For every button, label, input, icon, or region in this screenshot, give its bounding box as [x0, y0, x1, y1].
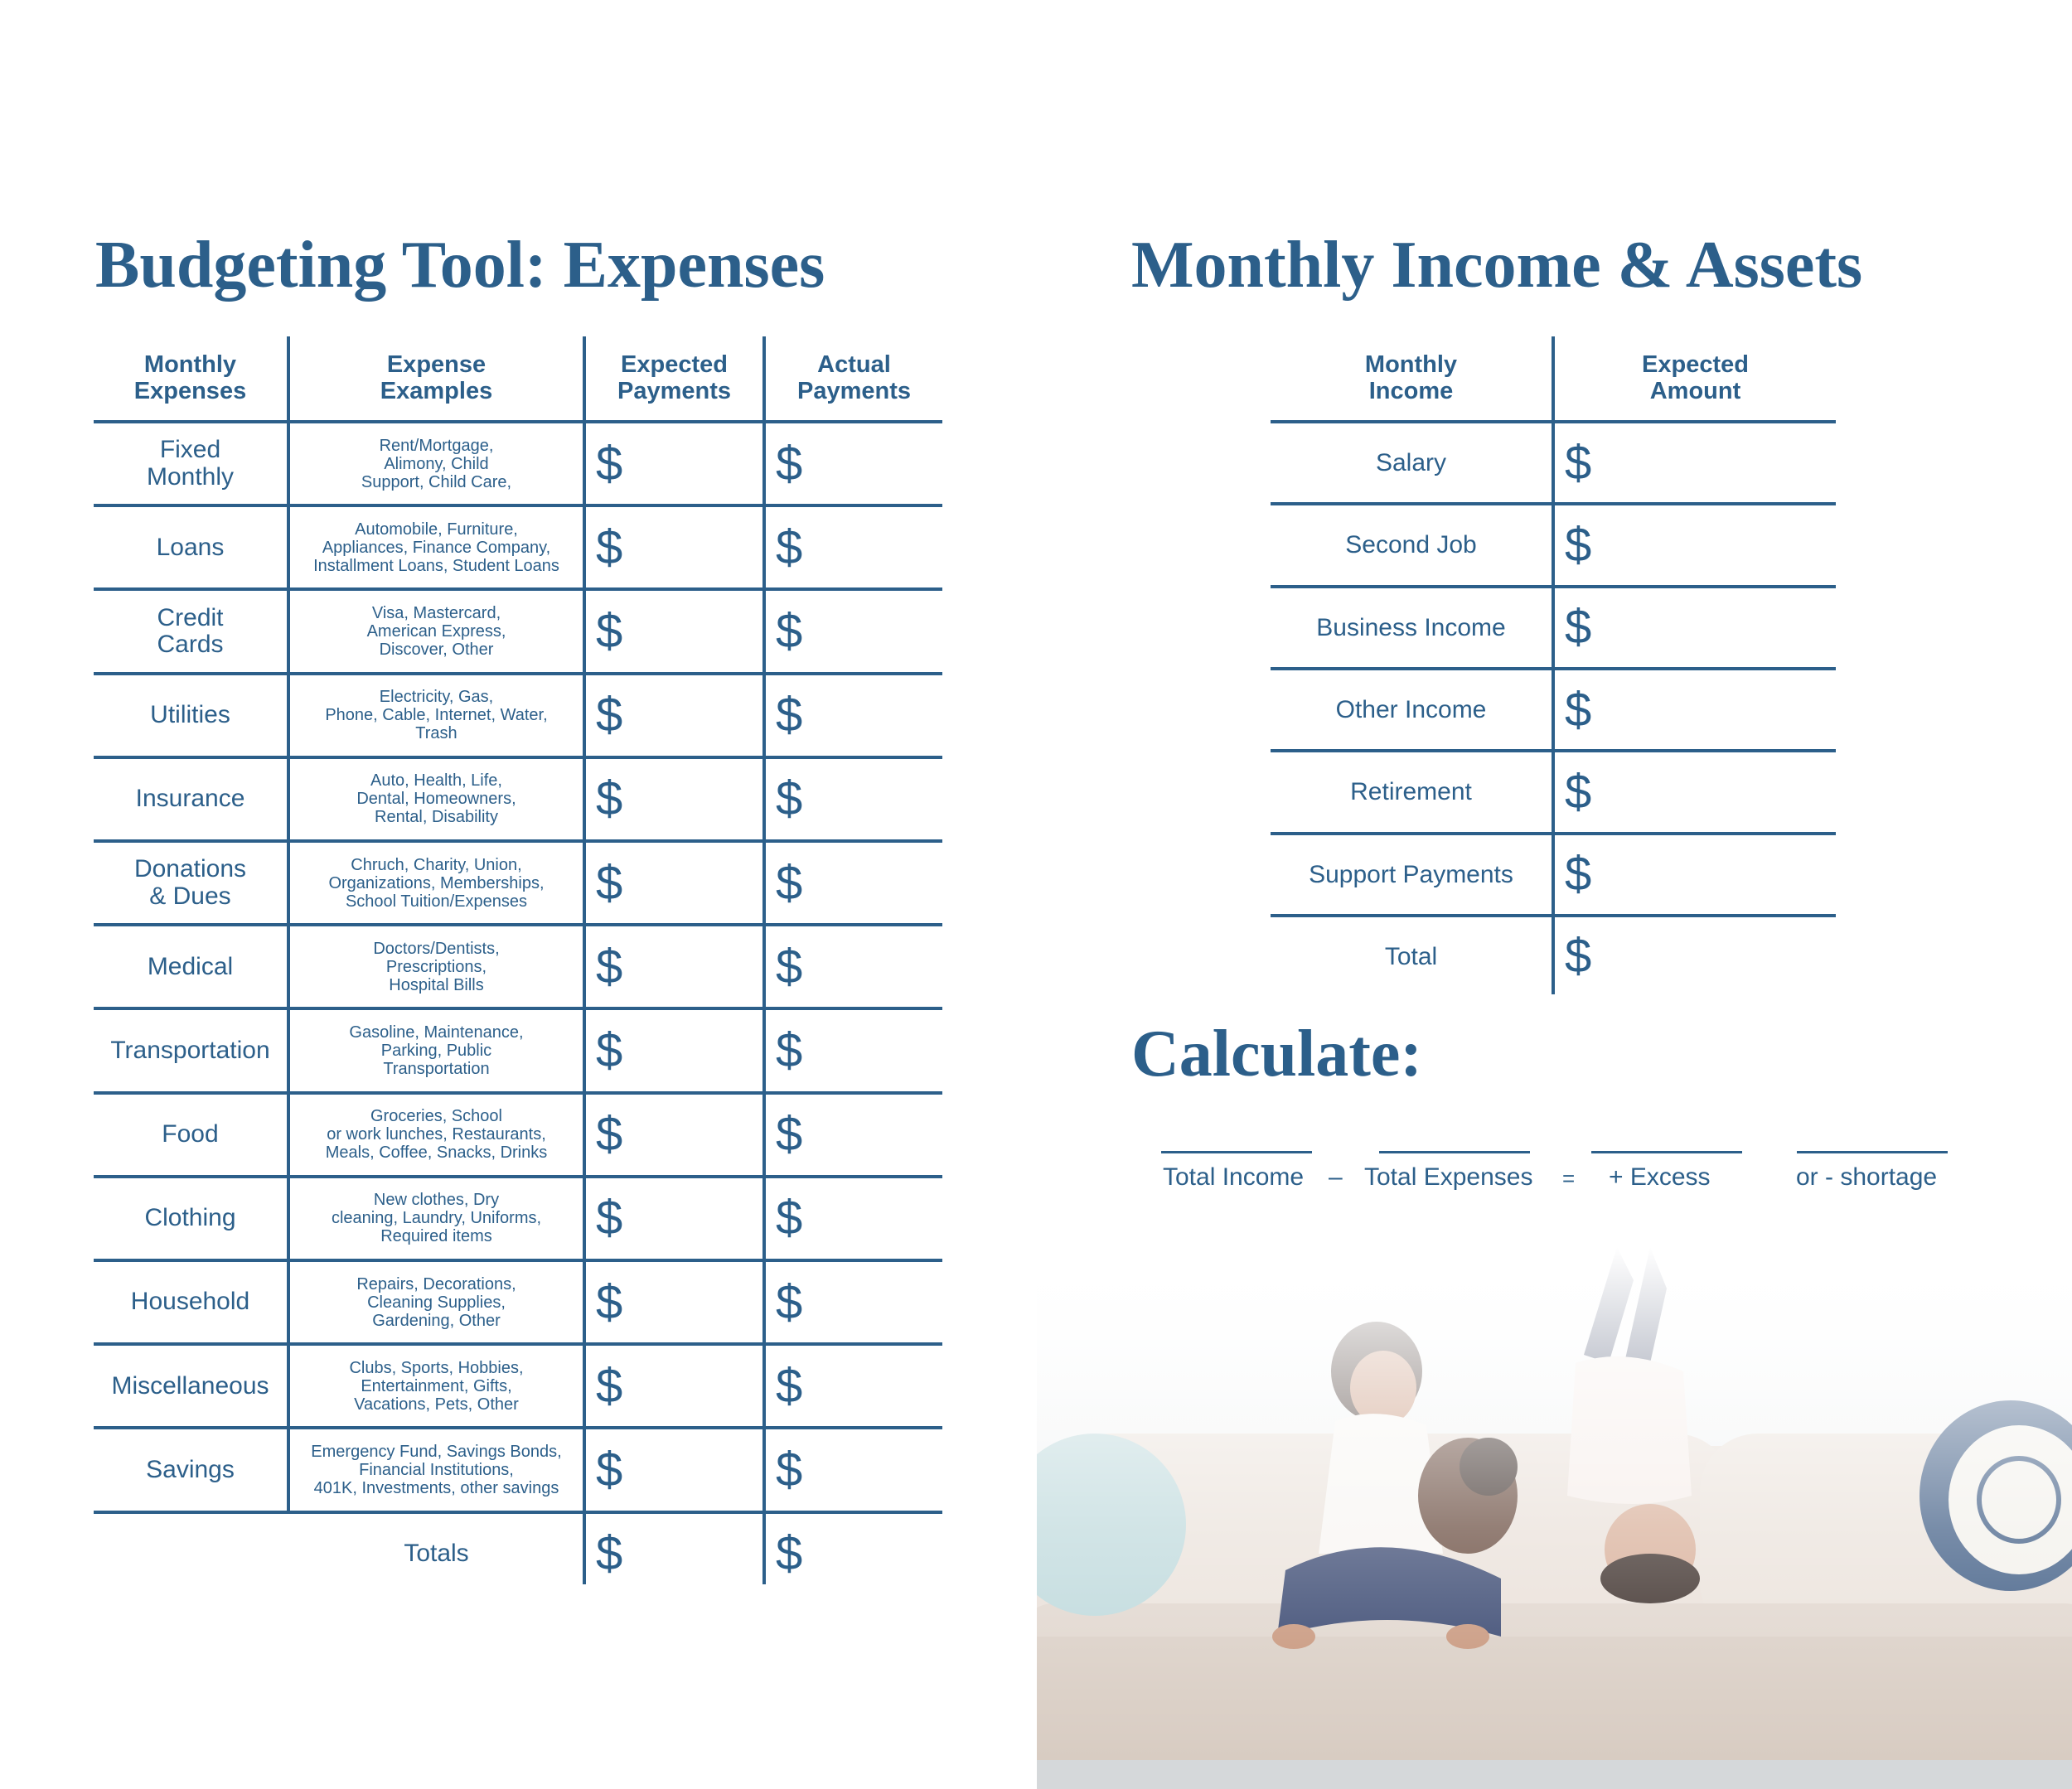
actual-payment-field-text: $	[776, 855, 803, 910]
expense-examples-text: Automobile, Furniture, Appliances, Finance Company, Installment Loans, Student Loans	[313, 520, 559, 575]
actual-payment-field[interactable]	[766, 1095, 942, 1175]
header-col-0	[94, 336, 287, 420]
actual-payment-field[interactable]	[766, 926, 942, 1007]
expected-payment-field[interactable]	[586, 675, 762, 756]
expected-payment-field-text: $	[596, 939, 623, 994]
expected-payment-field[interactable]	[586, 1429, 762, 1510]
income-header-col-0-text: Monthly Income	[1364, 351, 1458, 404]
actual-payment-field[interactable]	[766, 1429, 942, 1510]
income-amount-field[interactable]	[1555, 670, 1836, 749]
expense-category	[94, 1262, 287, 1342]
expense-category-text: Insurance	[135, 785, 245, 813]
family-on-couch-image	[1037, 1247, 2072, 1760]
expense-category	[94, 423, 287, 504]
expected-payment-field[interactable]	[586, 1262, 762, 1342]
actual-payment-field-text: $	[776, 688, 803, 742]
income-amount-field-text: $	[1565, 600, 1592, 655]
actual-payment-field-text: $	[776, 1274, 803, 1329]
expenses-title: Budgeting Tool: Expenses	[95, 229, 825, 302]
expense-category-text: Credit Cards	[157, 603, 224, 658]
actual-payment-field[interactable]	[766, 675, 942, 756]
income-category-text: Total	[1384, 942, 1438, 970]
expected-payment-field-text: $	[596, 855, 623, 910]
income-category	[1271, 752, 1552, 831]
actual-payment-field[interactable]	[766, 423, 942, 504]
actual-payment-field-text: $	[776, 520, 803, 574]
expense-examples	[290, 591, 583, 671]
expense-examples-text: Chruch, Charity, Union, Organizations, Memberships, School Tuition/Expenses	[328, 855, 545, 911]
expense-examples	[290, 843, 583, 923]
expected-payment-field-text: $	[596, 771, 623, 826]
expense-category-text: Transportation	[110, 1036, 270, 1064]
expected-payment-field-text: $	[596, 1274, 623, 1329]
expense-category-text: Savings	[146, 1455, 235, 1483]
expense-category-text: Food	[162, 1119, 219, 1148]
actual-payment-field-text: $	[776, 1442, 803, 1496]
expected-payment-field[interactable]	[586, 1178, 762, 1259]
total-income-label: Total Income	[1163, 1163, 1305, 1191]
expense-category-text: Loans	[156, 533, 225, 561]
expected-payment-field-text: $	[596, 1107, 623, 1162]
expense-examples-text: Rent/Mortgage, Alimony, Child Support, Child Care,	[361, 436, 512, 491]
bottom-gray-bar	[1037, 1760, 2072, 1789]
expense-category	[94, 1178, 287, 1259]
income-amount-field-text: $	[1565, 929, 1592, 984]
actual-payment-field[interactable]	[766, 1262, 942, 1342]
minus-sign: –	[1329, 1163, 1343, 1191]
actual-payment-field-text: $	[776, 1358, 803, 1413]
expense-examples-text: Repairs, Decorations, Cleaning Supplies, Gardening, Other	[356, 1274, 516, 1330]
shortage-label: or - shortage	[1796, 1163, 1938, 1191]
income-category-text: Other Income	[1335, 696, 1487, 724]
header-col-1	[290, 336, 583, 420]
header-col-0-text: Monthly Expenses	[133, 351, 247, 404]
expense-examples-text: Doctors/Dentists, Prescriptions, Hospital Bills	[373, 939, 500, 994]
expected-payment-field[interactable]	[586, 759, 762, 839]
expense-examples	[290, 507, 583, 587]
income-amount-field[interactable]	[1555, 752, 1836, 831]
expense-examples	[290, 926, 583, 1007]
income-category	[1271, 670, 1552, 749]
totals-label-text: Totals	[404, 1539, 469, 1567]
actual-payment-field[interactable]	[766, 1010, 942, 1090]
income-category	[1271, 588, 1552, 667]
expense-examples-text: Auto, Health, Life, Dental, Homeowners, Rental, Disability	[356, 771, 516, 827]
expense-examples	[290, 1010, 583, 1090]
income-table	[1271, 336, 1836, 996]
income-category-text: Second Job	[1345, 531, 1477, 559]
income-category	[1271, 505, 1552, 584]
expense-category	[94, 843, 287, 923]
expense-category	[94, 1346, 287, 1426]
actual-payment-field-text: $	[776, 436, 803, 491]
actual-payment-field[interactable]	[766, 591, 942, 671]
actual-payment-field[interactable]	[766, 759, 942, 839]
actual-payment-field-text: $	[776, 1191, 803, 1245]
expense-category	[94, 926, 287, 1007]
header-col-1-text: Expense Examples	[380, 351, 493, 404]
actual-payment-field-text: $	[776, 1107, 803, 1162]
income-amount-field[interactable]	[1555, 423, 1836, 502]
expenses-table	[94, 336, 942, 1589]
expected-payment-field-text: $	[596, 1442, 623, 1496]
expense-examples	[290, 1178, 583, 1259]
expense-examples	[290, 675, 583, 756]
equals-sign: =	[1562, 1166, 1576, 1191]
actual-total-field[interactable]	[766, 1514, 942, 1594]
expected-payment-field-text: $	[596, 1191, 623, 1245]
income-category-text: Support Payments	[1309, 860, 1513, 888]
income-amount-field-text: $	[1565, 682, 1592, 737]
actual-payment-field-text: $	[776, 603, 803, 658]
total-expenses-label: Total Expenses	[1364, 1163, 1533, 1191]
actual-payment-field-text: $	[776, 939, 803, 994]
header-col-2-text: Expected Payments	[617, 351, 731, 404]
expense-examples-text: New clothes, Dry cleaning, Laundry, Uniforms, Required items	[331, 1191, 542, 1246]
expense-examples-text: Electricity, Gas, Phone, Cable, Internet, Water, Trash	[325, 688, 548, 743]
excess-label: + Excess	[1609, 1163, 1711, 1191]
actual-payment-field[interactable]	[766, 1346, 942, 1426]
expense-examples-text: Gasoline, Maintenance, Parking, Public Transportation	[349, 1023, 524, 1078]
expected-payment-field-text: $	[596, 436, 623, 491]
expected-total-field-text: $	[596, 1526, 623, 1581]
calculate-title: Calculate:	[1131, 1018, 1423, 1090]
expense-category-text: Clothing	[144, 1204, 236, 1232]
expense-examples	[290, 423, 583, 504]
income-category	[1271, 835, 1552, 914]
expected-payment-field[interactable]	[586, 423, 762, 504]
expense-category-text: Utilities	[150, 700, 230, 728]
expense-examples	[290, 1429, 583, 1510]
expense-examples-text: Groceries, School or work lunches, Restaurants, Meals, Coffee, Snacks, Drinks	[325, 1107, 548, 1163]
expense-examples	[290, 759, 583, 839]
total-income-blank[interactable]	[1161, 1151, 1312, 1153]
expected-payment-field-text: $	[596, 603, 623, 658]
expense-examples	[290, 1095, 583, 1175]
income-category-text: Retirement	[1350, 778, 1472, 806]
expense-category-text: Fixed Monthly	[146, 436, 235, 491]
income-category-text: Business Income	[1316, 613, 1506, 641]
expected-payment-field[interactable]	[586, 926, 762, 1007]
income-header-col-1-text: Expected Amount	[1642, 351, 1749, 404]
expected-payment-field[interactable]	[586, 1010, 762, 1090]
expense-category	[94, 507, 287, 587]
income-amount-field[interactable]	[1555, 505, 1836, 584]
expense-examples-text: Clubs, Sports, Hobbies, Entertainment, Gifts, Vacations, Pets, Other	[349, 1358, 524, 1414]
expected-payment-field[interactable]	[586, 1095, 762, 1175]
expense-category-text: Donations & Dues	[133, 855, 247, 910]
expected-total-field[interactable]	[586, 1514, 762, 1594]
expense-category	[94, 591, 287, 671]
income-category-text: Salary	[1375, 449, 1447, 477]
family-photo	[1037, 1247, 2072, 1760]
income-amount-field-text: $	[1565, 764, 1592, 819]
expected-payment-field[interactable]	[586, 1346, 762, 1426]
header-col-3	[766, 336, 942, 420]
actual-payment-field[interactable]	[766, 843, 942, 923]
income-amount-field[interactable]	[1555, 835, 1836, 914]
expected-payment-field-text: $	[596, 520, 623, 574]
expected-payment-field-text: $	[596, 688, 623, 742]
expense-examples-text: Visa, Mastercard, American Express, Discover, Other	[366, 603, 506, 659]
expense-category	[94, 1010, 287, 1090]
expected-payment-field[interactable]	[586, 843, 762, 923]
actual-total-field-text: $	[776, 1526, 803, 1581]
excess-blank[interactable]	[1591, 1151, 1742, 1153]
expected-payment-field[interactable]	[586, 507, 762, 587]
income-header-col-1	[1555, 336, 1836, 420]
expense-examples	[290, 1346, 583, 1426]
income-amount-field-text: $	[1565, 517, 1592, 572]
expected-payment-field-text: $	[596, 1358, 623, 1413]
actual-payment-field[interactable]	[766, 1178, 942, 1259]
totals-label	[290, 1514, 583, 1594]
income-category	[1271, 423, 1552, 502]
expense-category-text: Miscellaneous	[111, 1371, 269, 1400]
header-col-3-text: Actual Payments	[796, 351, 911, 404]
expense-category	[94, 1095, 287, 1175]
expense-category-text: Household	[130, 1288, 250, 1316]
actual-payment-field[interactable]	[766, 507, 942, 587]
income-category	[1271, 917, 1552, 996]
income-amount-field-text: $	[1565, 847, 1592, 902]
expected-payment-field[interactable]	[586, 591, 762, 671]
expected-payment-field-text: $	[596, 1023, 623, 1077]
shortage-blank[interactable]	[1797, 1151, 1948, 1153]
expense-category-text: Medical	[147, 952, 234, 980]
actual-payment-field-text: $	[776, 1023, 803, 1077]
total-expenses-blank[interactable]	[1379, 1151, 1530, 1153]
expense-examples	[290, 1262, 583, 1342]
income-amount-field[interactable]	[1555, 917, 1836, 996]
expense-category	[94, 759, 287, 839]
actual-payment-field-text: $	[776, 771, 803, 826]
header-col-2	[586, 336, 762, 420]
expense-category	[94, 675, 287, 756]
income-amount-field[interactable]	[1555, 588, 1836, 667]
income-header-col-0	[1271, 336, 1552, 420]
expense-category	[94, 1429, 287, 1510]
expense-examples-text: Emergency Fund, Savings Bonds, Financial Institutions, 401K, Investments, other savings	[311, 1442, 562, 1497]
income-amount-field-text: $	[1565, 435, 1592, 490]
income-title: Monthly Income & Assets	[1131, 229, 1863, 302]
